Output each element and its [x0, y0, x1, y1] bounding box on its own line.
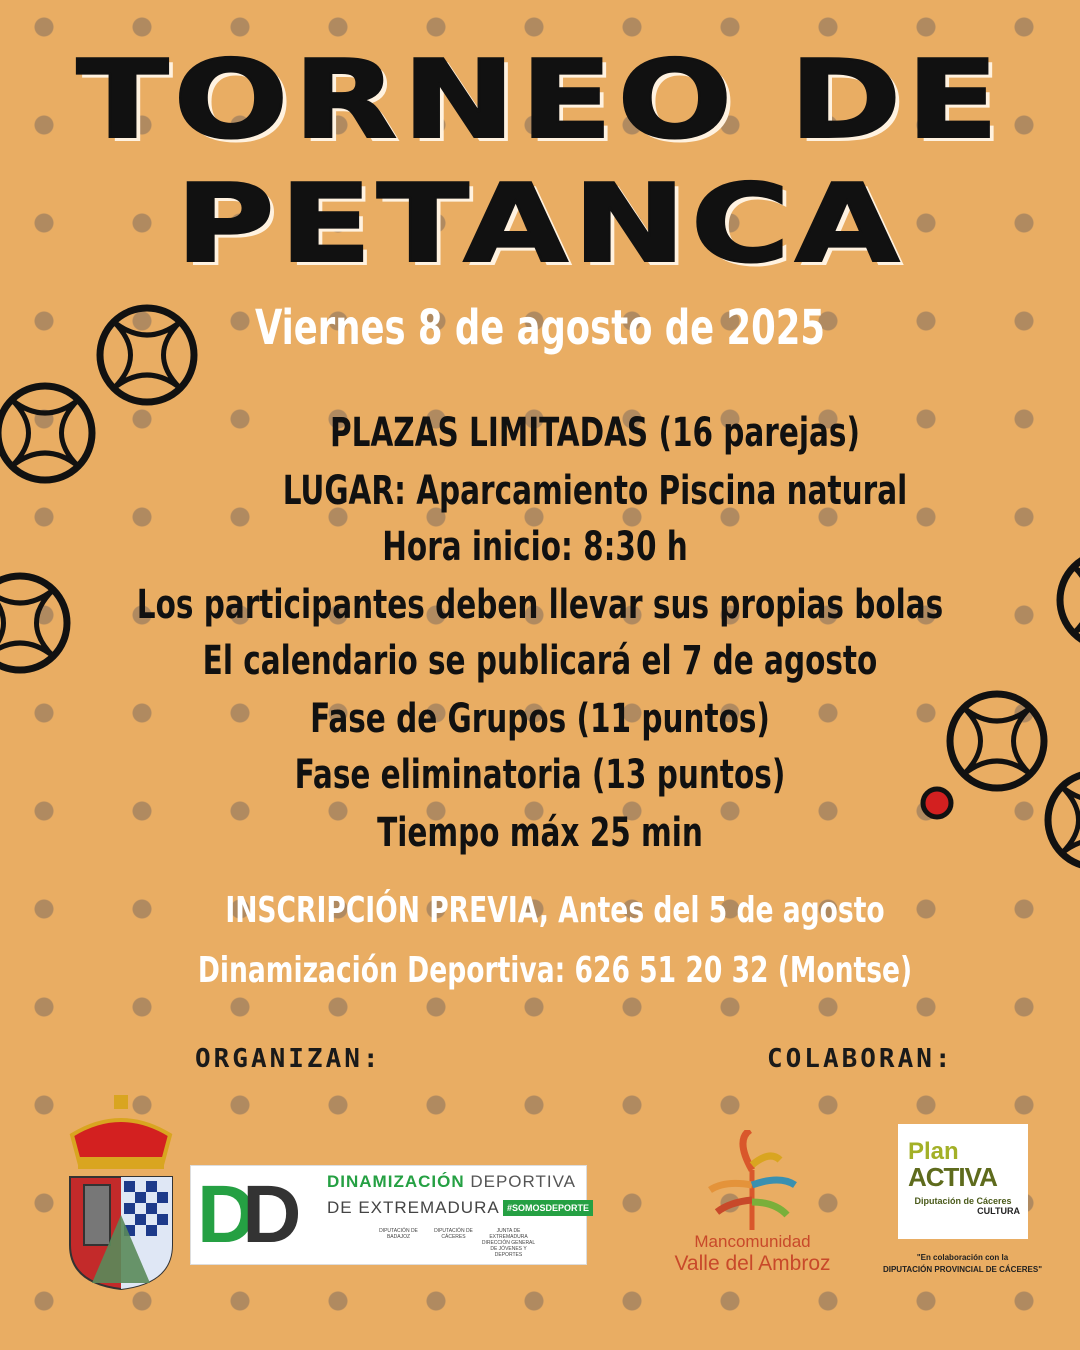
detail-start-time: Hora inicio: 8:30 h: [382, 524, 688, 570]
petanque-ball-icon: [0, 378, 100, 488]
detail-max-time: Tiempo máx 25 min: [377, 810, 703, 856]
plan-activa-logo: [898, 1124, 1028, 1239]
detail-knockout-phase: Fase eliminatoria (13 puntos): [294, 752, 786, 798]
plan-diputacion: Diputación de Cáceres: [914, 1196, 1012, 1206]
dd-sub-junta: JUNTA DE EXTREMADURA DIRECCIÓN GENERAL DE JÓVENES Y DEPORTES: [481, 1228, 536, 1258]
detail-own-balls: Los participantes deben llevar sus propias bolas: [136, 582, 944, 628]
title-line-1: TORNEO DE: [76, 38, 1004, 163]
dd-hashtag: #SOMOSDEPORTE: [503, 1200, 593, 1216]
petanque-ball-icon: [0, 568, 75, 678]
title-line-2: PETANCA: [175, 162, 905, 287]
mancomunidad-leaf-logo: [705, 1130, 800, 1230]
dd-title-line-1: DINAMIZACIÓN DEPORTIVA: [327, 1172, 577, 1191]
detail-places: PLAZAS LIMITADAS (16 parejas): [330, 410, 860, 456]
event-date: Viernes 8 de agosto de 2025: [254, 300, 826, 356]
detail-calendar: El calendario se publicará el 7 de agosto: [202, 638, 878, 684]
dd-title-line-2: DE EXTREMADURA: [327, 1198, 500, 1217]
plan-word: Plan: [908, 1138, 959, 1165]
mancomunidad-name-line-1: Mancomunidad: [694, 1232, 811, 1251]
dd-sub-caceres: DIPUTACIÓN DE CÁCERES: [434, 1228, 473, 1240]
dinamizacion-deportiva-logo: [190, 1165, 590, 1265]
coat-of-arms-logo: [62, 1095, 180, 1290]
petanque-ball-icon: [1040, 765, 1080, 875]
detail-group-phase: Fase de Grupos (11 puntos): [310, 696, 770, 742]
collaborators-label: COLABORAN:: [767, 1044, 954, 1074]
dd-sub-badajoz: DIPUTACIÓN DE BADAJOZ: [379, 1228, 418, 1240]
organizers-label: ORGANIZAN:: [195, 1044, 382, 1074]
mancomunidad-name-line-2: Valle del Ambroz: [674, 1252, 831, 1275]
detail-location: LUGAR: Aparcamiento Piscina natural: [282, 468, 908, 514]
registration-contact: Dinamización Deportiva: 626 51 20 32 (Montse): [197, 950, 913, 991]
petanque-ball-icon: [1052, 545, 1080, 655]
collaboration-note-line-2: DIPUTACIÓN PROVINCIAL DE CÁCERES": [882, 1265, 1043, 1274]
dd-letters: DD: [197, 1169, 302, 1260]
plan-cultura: CULTURA: [977, 1206, 1020, 1216]
plan-activa-word: ACTIVA: [908, 1162, 997, 1192]
collaboration-note-line-1: "En colaboración con la: [916, 1253, 1009, 1262]
registration-deadline: INSCRIPCIÓN PREVIA, Antes del 5 de agosto: [225, 890, 885, 931]
